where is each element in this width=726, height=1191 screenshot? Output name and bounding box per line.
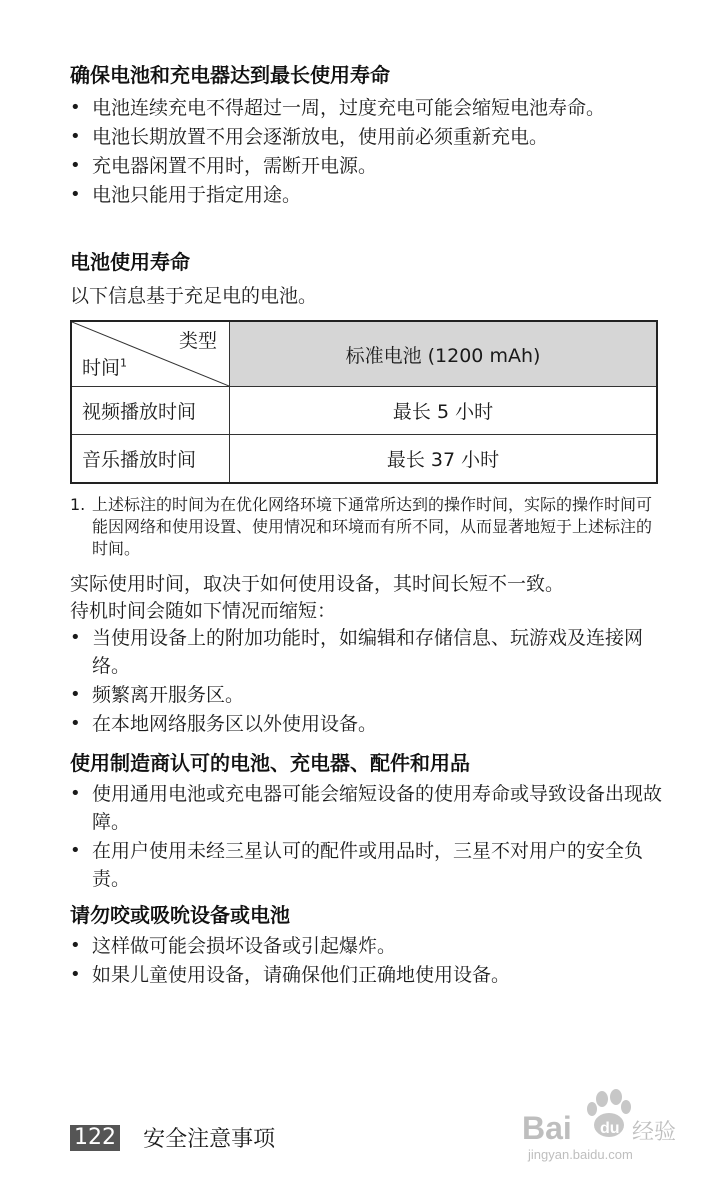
section-title-no-biting: 请勿咬或吸吮设备或电池: [70, 903, 290, 927]
battery-tips-list: [70, 94, 662, 210]
list-item: • 这样做可能会损坏设备或引起爆炸。: [70, 932, 662, 960]
table-header-battery: 标准电池 (1200 mAh): [230, 321, 658, 387]
watermark-brand-paw: du: [600, 1120, 620, 1137]
footnote-marker: 1: [120, 356, 128, 370]
list-item: • 如果儿童使用设备，请确保他们正确地使用设备。: [70, 961, 662, 989]
footnote-number: 1.: [70, 495, 86, 514]
list-item: • 电池连续充电不得超过一周，过度充电可能会缩短电池寿命。: [70, 94, 662, 122]
section-title-battery-life: 确保电池和充电器达到最长使用寿命: [70, 63, 390, 87]
footnote: [70, 494, 662, 560]
list-item: • 在用户使用未经三星认可的配件或用品时，三星不对用户的安全负责。: [70, 837, 662, 893]
standby-list: [70, 624, 662, 739]
table-corner-cell: [71, 321, 230, 387]
list-item: • 频繁离开服务区。: [70, 681, 662, 709]
corner-time-label: [82, 353, 127, 380]
list-item: • 电池长期放置不用会逐渐放电，使用前必须重新充电。: [70, 123, 662, 151]
table-row: [71, 435, 657, 484]
section-title-battery-usage: 电池使用寿命: [70, 250, 190, 274]
watermark-url: jingyan.baidu.com: [528, 1147, 633, 1162]
baidu-paw-icon: [520, 1085, 690, 1165]
list-item: • 当使用设备上的附加功能时，如编辑和存储信息、玩游戏及连接网络。: [70, 624, 662, 680]
watermark-brand-cn: 经验: [632, 1120, 677, 1145]
list-item: • 充电器闲置不用时，需断开电源。: [70, 152, 662, 180]
footer-title: 安全注意事项: [143, 1127, 276, 1152]
table-row-value: 最长 37 小时: [230, 435, 658, 484]
standby-line-1: 实际使用时间，取决于如何使用设备，其时间长短不一致。: [70, 573, 565, 595]
page-number: 122: [70, 1125, 120, 1151]
list-item: • 使用通用电池或充电器可能会缩短设备的使用寿命或导致设备出现故障。: [70, 780, 662, 836]
corner-type-label: 类型: [178, 330, 217, 352]
section-title-approved-accessories: 使用制造商认可的电池、充电器、配件和用品: [70, 751, 470, 775]
corner-time-text: 时间: [82, 357, 121, 379]
watermark-brand: Bai: [522, 1110, 572, 1146]
table-row-value: 最长 5 小时: [230, 387, 658, 435]
no-biting-list: [70, 932, 662, 990]
battery-time-table: [70, 320, 658, 484]
page-footer: [70, 1122, 275, 1152]
battery-usage-intro: 以下信息基于充足电的电池。: [70, 285, 318, 307]
accessories-list: [70, 780, 662, 894]
table-row: [71, 387, 657, 435]
footnote-text: 上述标注的时间为在优化网络环境下通常所达到的操作时间，实际的操作时间可能因网络和使用设置、使用情况和环境而有所不同，从而显著地短于上述标注的时间。: [92, 495, 653, 558]
list-item: • 电池只能用于指定用途。: [70, 181, 662, 209]
table-row-label: 视频播放时间: [71, 387, 230, 435]
table-header-row: [71, 321, 657, 387]
table-row-label: 音乐播放时间: [71, 435, 230, 484]
list-item: • 在本地网络服务区以外使用设备。: [70, 710, 662, 738]
baidu-watermark: [520, 1085, 690, 1165]
standby-line-2: 待机时间会随如下情况而缩短：: [70, 600, 337, 622]
